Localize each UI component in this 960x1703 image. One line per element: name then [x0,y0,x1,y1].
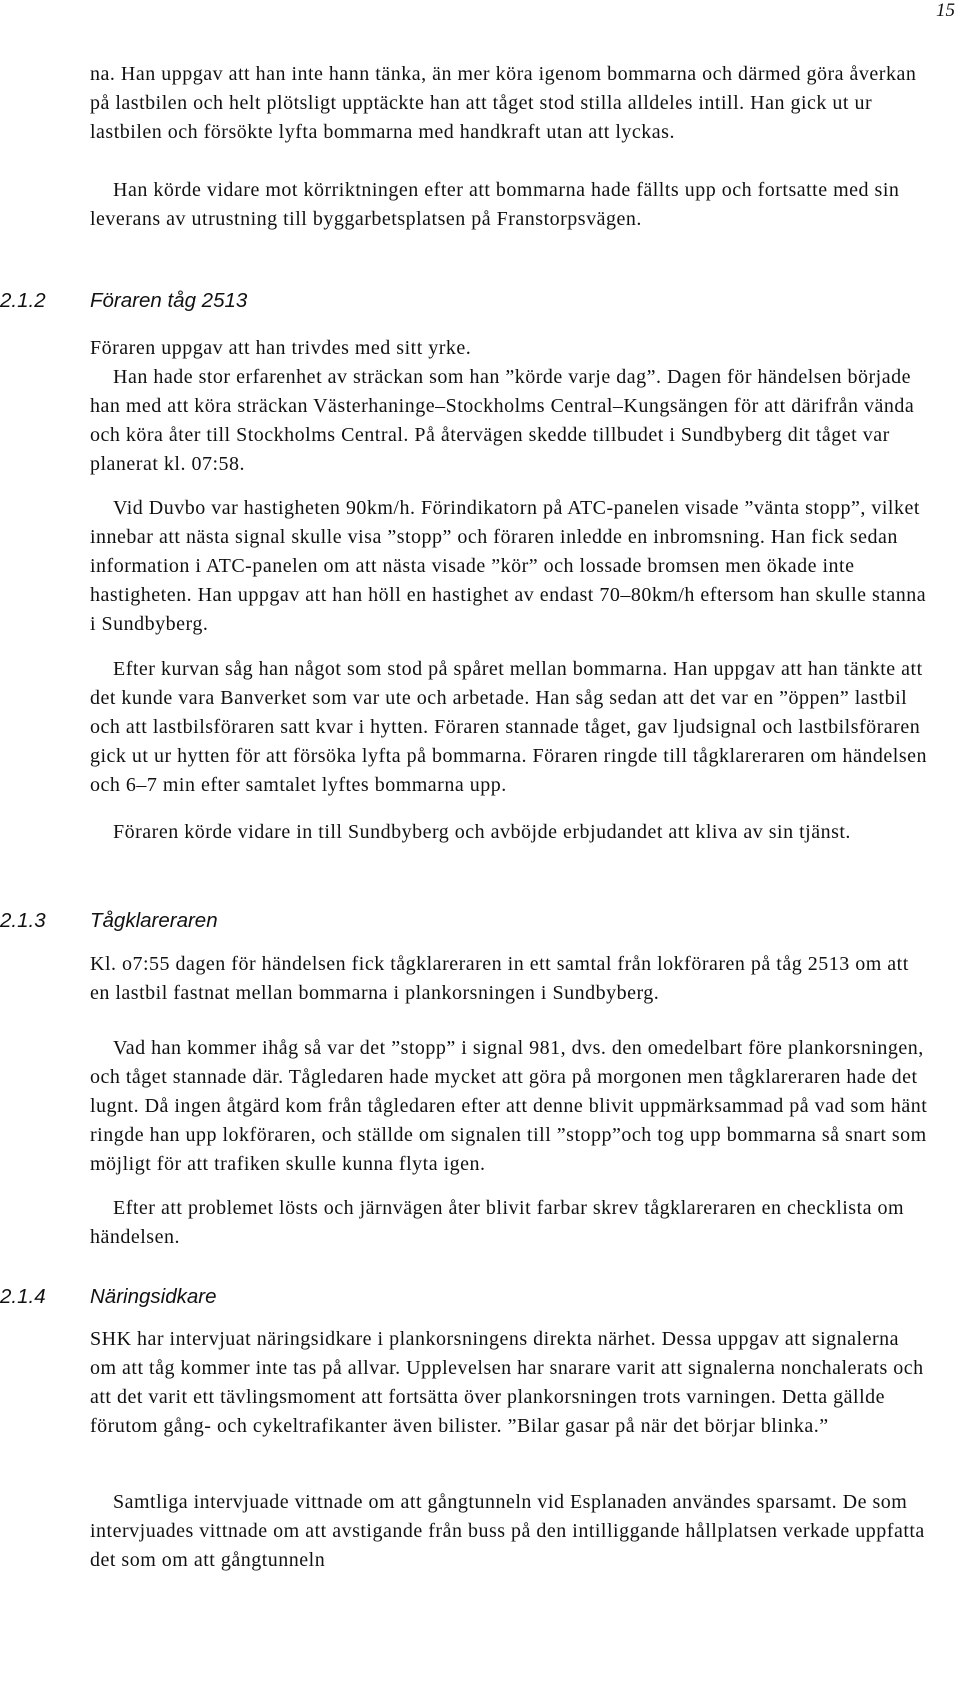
page-number: 15 [936,0,955,21]
section-2-1-2-paragraph-5: Föraren körde vidare in till Sundbyberg och avböjde erbjudandet att kliva av sin tjänst. [113,821,851,843]
section-title: Tågklareraren [90,909,218,932]
section-2-1-2-paragraph-3: Vid Duvbo var hastigheten 90km/h. Förindikatorn på ATC-panelen visade ”vänta stopp”, vilket innebar att nästa signal skulle visa ”stopp” och föraren inledde en inbromsning. Han fick sedan information i ATC-panelen om att nästa visade ”kör” och lossade bromsen men ökade inte hastigheten. Han uppgav att han höll en hastighet av endast 70–80km/h eftersom han skulle stanna i Sundbyberg. [90,497,927,635]
section-title: Föraren tåg 2513 [90,289,248,312]
continuation-paragraph-2: Han körde vidare mot körriktningen efter att bommarna hade fällts upp och fortsatte med sin leverans av utrustning till byggarbetsplatsen på Franstorpsvägen. [90,179,900,230]
continuation-paragraph-1: na. Han uppgav att han inte hann tänka, än mer köra igenom bommarna och därmed göra åverkan på lastbilen och helt plötsligt upptäckte han att tåget stod stilla alldeles intill. Han gick ut ur lastbilen och försökte lyfta bommarna med handkraft utan att lyckas. [90,63,917,143]
section-2-1-2-paragraph-2: Han hade stor erfarenhet av sträckan som han ”körde varje dag”. Dagen för händelsen började han med att köra sträckan Västerhaninge–Stockholms Central–Kungsängen för att därifrån vända och köra åter till Stockholms Central. På återvägen skedde tillbudet i Sundbyberg dit tåget var planerat kl. 07:58. [90,366,915,475]
section-number: 2.1.3 [0,909,46,932]
section-number: 2.1.2 [0,289,46,312]
section-title: Näringsidkare [90,1285,217,1308]
section-2-1-2-paragraph-4: Efter kurvan såg han något som stod på spåret mellan bommarna. Han uppgav att han tänkte att det kunde vara Banverket som var ute och arbetade. Han såg sedan att det var en ”öppen” lastbil och att lastbilsföraren satt kvar i hytten. Föraren stannade tåget, gav ljudsignal och lastbilsföraren gick ut ur hytten för att försöka lyfta på bommarna. Föraren ringde till tågklareraren om händelsen och 6–7 min efter samtalet lyftes bommarna upp. [90,658,928,796]
section-number: 2.1.4 [0,1285,46,1308]
section-2-1-2-paragraph-1: Föraren uppgav att han trivdes med sitt yrke. [90,337,472,359]
section-2-1-4-paragraph-1: SHK har intervjuat näringsidkare i plankorsningens direkta närhet. Dessa uppgav att signalerna om att tåg kommer inte tas på allvar. Upplevelsen har snarare varit att signalerna nonchalerats och att det varit ett tävlingsmoment att fortsätta över plankorsningen trots varningen. Detta gällde förutom gång- och cykeltrafikanter även bilister. ”Bilar gasar på när det börjar blinka.” [90,1328,924,1437]
section-2-1-4-paragraph-2: Samtliga intervjuade vittnade om att gångtunneln vid Esplanaden användes sparsamt. De som intervjuades vittnade om att avstigande från buss på den intilliggande hållplatsen verkade uppfatta det som om att gångtunneln [90,1491,925,1571]
section-2-1-3-paragraph-3: Efter att problemet lösts och järnvägen åter blivit farbar skrev tågklareraren en checklista om händelsen. [90,1197,905,1248]
section-2-1-3-paragraph-2: Vad han kommer ihåg så var det ”stopp” i signal 981, dvs. den omedelbart före plankorsningen, och tåget stannade där. Tågledaren hade mycket att göra på morgonen men tågklareraren hade det lugnt. Då ingen åtgärd kom från tågledaren efter att denne blivit uppmärksammad på vad som hänt ringde han upp lokföraren, och ställde om signalen till ”stopp”och tog upp bommarna så snart som möjligt för att trafiken skulle kunna flyta igen. [90,1037,928,1175]
section-2-1-3-paragraph-1: Kl. o7:55 dagen för händelsen fick tågklareraren in ett samtal från lokföraren på tåg 2513 om att en lastbil fastnat mellan bommarna i plankorsningen i Sundbyberg. [90,953,909,1004]
